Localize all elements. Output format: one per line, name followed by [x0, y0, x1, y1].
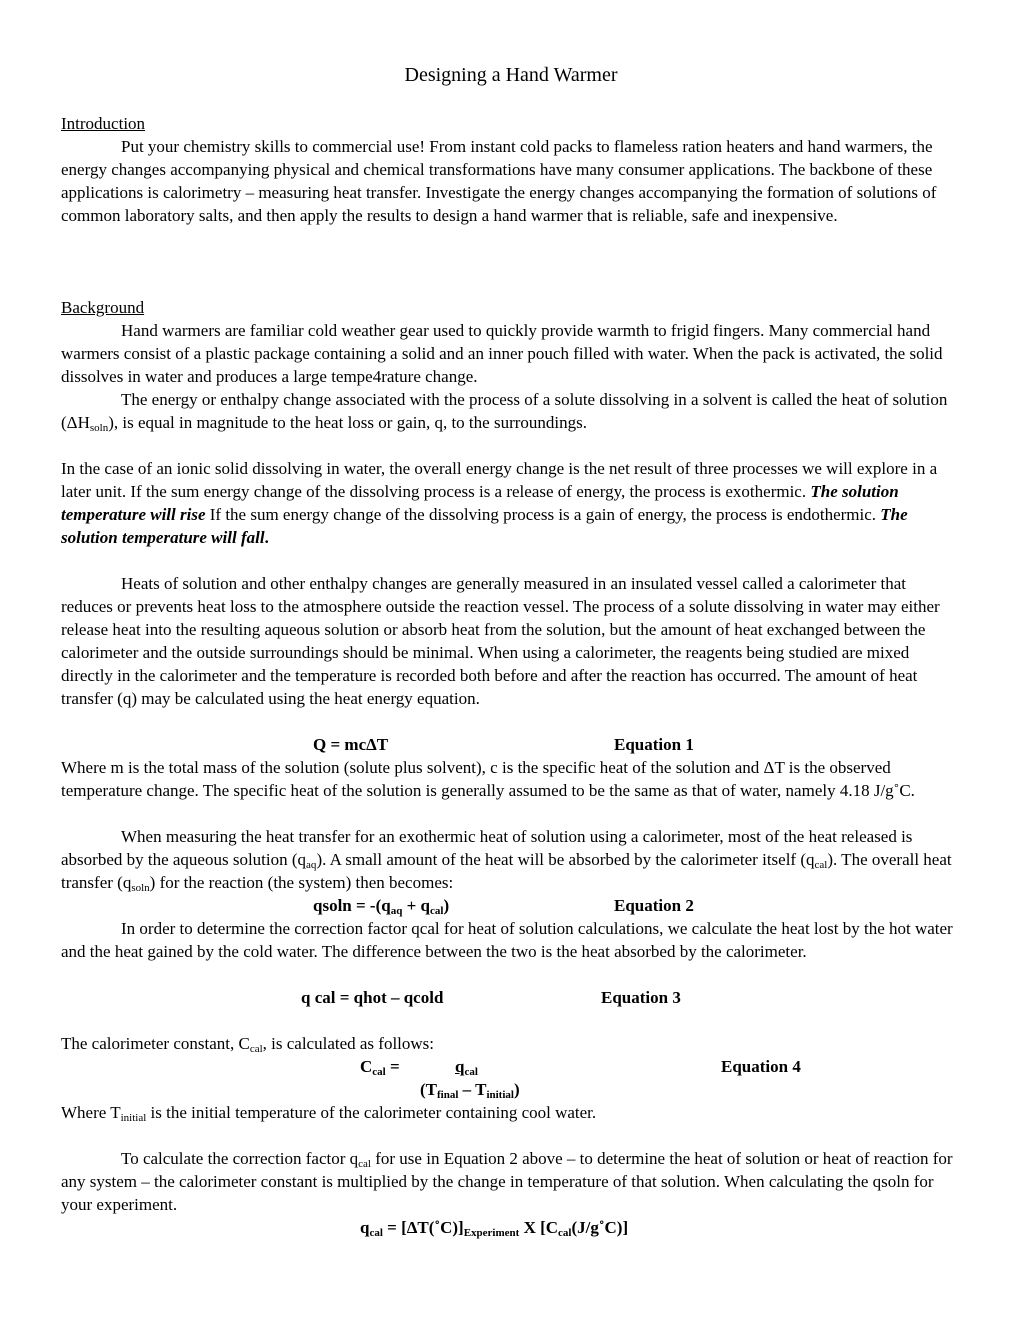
background-paragraph-10: To calculate the correction factor $q_{cal}$ for use in Equation 2 above – to determine the heat of solution or heat of reaction for any system – the calorimeter constant is multiplied by the change in temperature of that solution. When calculating the qsoln for your experiment. [61, 1149, 953, 1214]
equation-3-label: Equation 3 [601, 988, 681, 1007]
equation-3: q cal = qhot – qcold [301, 988, 444, 1007]
equation-5: $q_{cal}$ = $[\Delta T(˚C)]_{Experiment}$ X $[C_{cal}(J/g˚C)]$ [360, 1218, 629, 1239]
background-paragraph-7: In order to determine the correction factor qcal for heat of solution calculations, we calculate the heat lost by the hot water and the heat gained by the cold water. The difference between the two is the heat absorbed by the calorimeter. [61, 919, 953, 961]
background-paragraph-4: Heats of solution and other enthalpy changes are generally measured in an insulated vessel called a calorimeter that reduces or prevents heat loss to the atmosphere outside the reaction vessel. The process of a solute dissolving in water may either release heat into the resulting aqueous solution or absorb heat from the solution, but the amount of heat exchanged between the calorimeter and the outside surroundings should be minimal. When using a calorimeter, the reagents being studied are mixed directly in the calorimeter and the temperature is recorded both before and after the reaction has occurred. The amount of heat transfer (q) may be calculated using the heat energy equation. [61, 574, 940, 708]
background-paragraph-5: Where m is the total mass of the solution (solute plus solvent), c is the specific heat of the solution and ΔT is the observed temperature change. The specific heat of the solution is generally assumed to be the same as that of water, namely 4.18 J/g˚C. [61, 758, 915, 800]
temperature-rise-text: The solution temperature will rise [61, 482, 899, 524]
background-paragraph-6: When measuring the heat transfer for an exothermic heat of solution using a calorimeter, most of the heat released is absorbed by the aqueous solution $(q_{aq})$. A small amount of the heat will be absorbed by the calorimeter itself $(q_{cal})$. The overall heat transfer $(q_{soln})$ for the reaction (the system) then becomes: [61, 827, 952, 894]
temperature-fall-text: The solution temperature will fall [61, 505, 908, 547]
background-paragraph-1: Hand warmers are familiar cold weather gear used to quickly provide warmth to frigid fingers. Many commercial hand warmers consist of a plastic package containing a solid and an inner pouch filled with water. When the pack is activated, the solid dissolves in water and produces a large tempe4rature change. [61, 321, 943, 386]
background-paragraph-2: The energy or enthalpy change associated with the process of a solute dissolving in a solvent is called the heat of solution $(\Delta H_{soln})$, is equal in magnitude to the heat loss or gain, q, to the surroundings. [61, 390, 948, 434]
introduction-paragraph: Put your chemistry skills to commercial use! From instant cold packs to flameless ration heaters and hand warmers, the energy changes accompanying physical and chemical transformations have many consumer applications. The backbone of these applications is calorimetry – measuring heat transfer. Investigate the energy changes accompanying the formation of solutions of common laboratory salts, and then apply the results to design a hand warmer that is reliable, safe and inexpensive. [61, 137, 937, 225]
background-paragraph-8: The calorimeter constant, $C_{cal}$, is calculated as follows: [61, 1034, 435, 1055]
introduction-heading: Introduction [61, 114, 146, 133]
background-paragraph-9: Where $T_{initial}$ is the initial temperature of the calorimeter containing cool water. [61, 1103, 597, 1124]
background-heading: Background [61, 298, 145, 317]
equation-4-numerator: $q_{cal}$ [455, 1057, 478, 1078]
background-paragraph-3: In the case of an ionic solid dissolving in water, the overall energy change is the net result of three processes we will explore in a later unit. If the sum energy change of the dissolving process is a release of energy, the process is exothermic. The solution temperature will rise If the sum energy change of the dissolving process is a gain of energy, the process is endothermic. The solution temperature will fall. [61, 459, 938, 547]
equation-4-label: Equation 4 [721, 1057, 801, 1076]
equation-4-denominator: $(T_{final} - T_{initial})$ [420, 1080, 520, 1101]
document-title: Designing a Hand Warmer [404, 64, 618, 86]
equation-1-label: Equation 1 [614, 735, 694, 754]
equation-2: $qsoln = -(q_{aq} + q_{cal})$ [313, 896, 450, 917]
equation-2-label: Equation 2 [614, 896, 694, 915]
equation-1: Q = mcΔT [313, 735, 389, 754]
equation-4-lhs: $C_{cal}$ = [360, 1057, 400, 1078]
